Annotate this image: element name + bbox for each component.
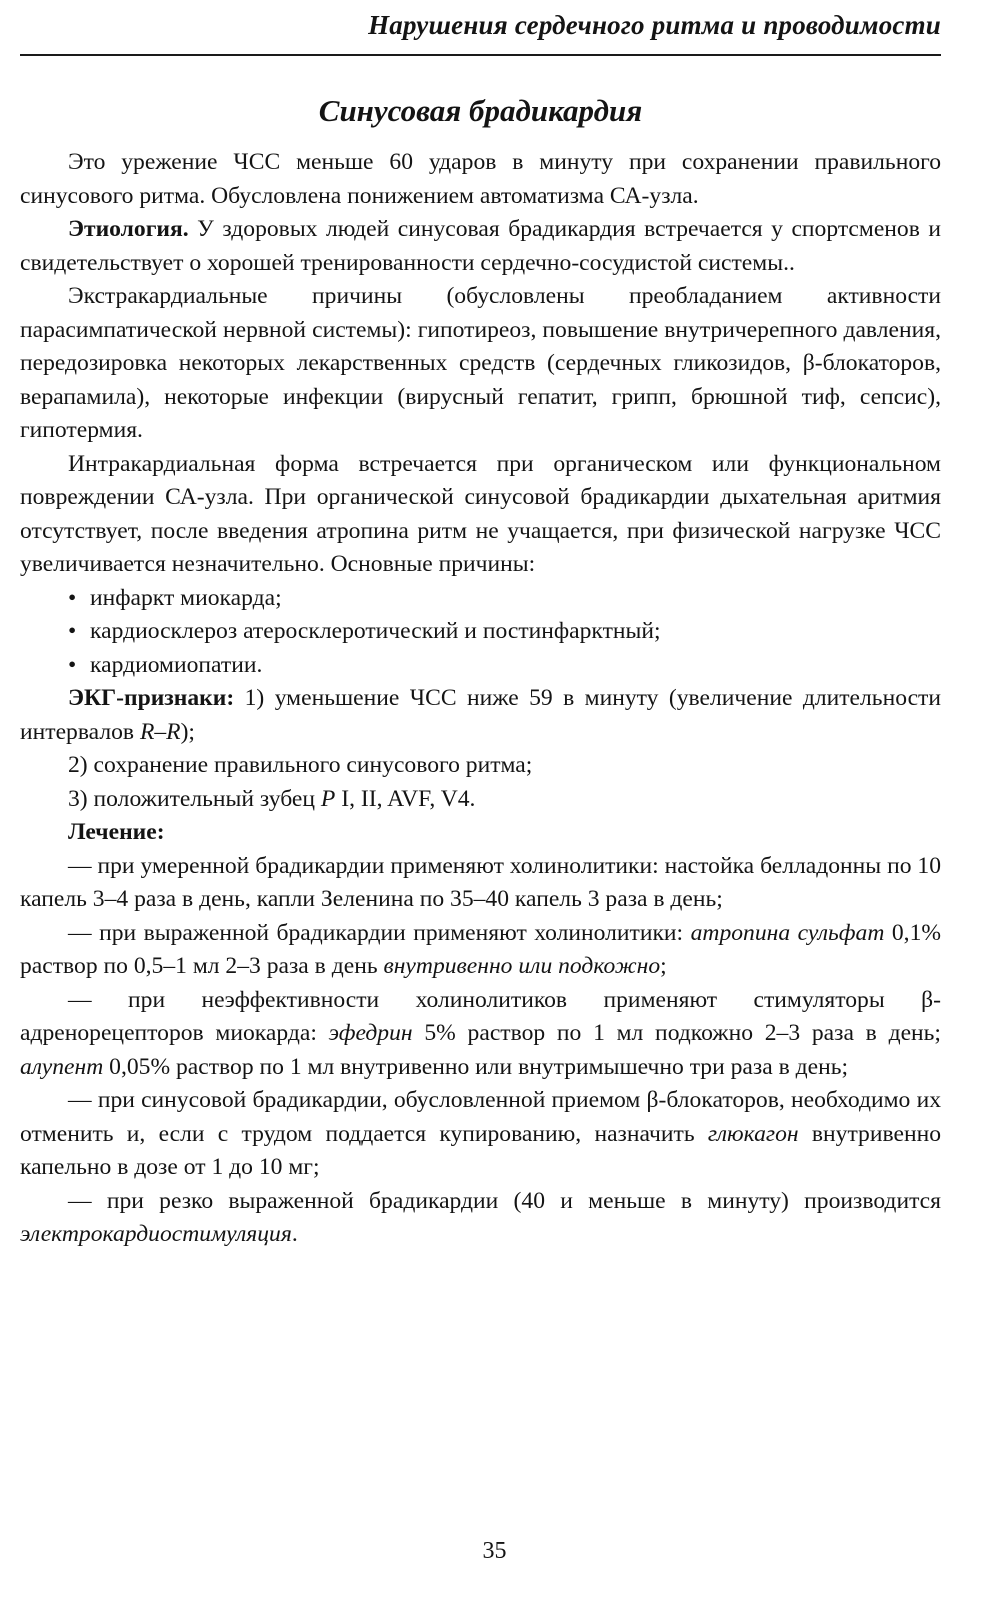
- header-rule: [20, 54, 941, 56]
- ecg-sign-2: 2) сохранение правильного синусового ритма;: [68, 752, 533, 778]
- drug-ephedrine: эфедрин: [328, 1020, 413, 1046]
- definition-paragraph: Это урежение ЧСС меньше 60 ударов в минуту при сохранении правильного синусового ритма. Обусловлена понижением автоматизма СА-узла.: [20, 149, 941, 209]
- route-iv-sc: внутривенно или подкожно: [383, 953, 661, 979]
- section-body: [20, 146, 941, 1252]
- list-item: • кардиомиопатии.: [68, 649, 941, 683]
- extracardial-paragraph: Экстракардиальные причины (обусловлены преобладанием активности парасимпатической нервной системы): гипотиреоз, повышение внутричерепного давления, передозировка некоторых лекарственных средств (сердечных гликозидов, β-блокаторов, верапамила), некоторые инфекции (вирусный гепатит, грипп, брюшной тиф, сепсис), гипотермия.: [20, 283, 941, 443]
- page-number: 35: [482, 1538, 507, 1564]
- treatment-2-mid: 0,1% раствор по 0,5–1 мл 2–3 раза в день: [20, 919, 942, 979]
- treatment-2-pre: — при выраженной брадикардии применяют холинолитики:: [68, 919, 691, 946]
- running-head: Нарушения сердечного ритма и проводимости: [368, 10, 941, 40]
- treatment-item-4: [20, 1084, 941, 1185]
- treatment-3-mid: 5% раствор по 1 мл подкожно 2–3 раза в день;: [412, 1020, 941, 1046]
- treatment-4-pre: — при синусовой брадикардии, обусловленной приемом β-блокаторов, необходимо их отменить и, если с трудом поддается купированию, назначить: [20, 1087, 941, 1147]
- treatment-item-1: — при умеренной брадикардии применяют холинолитики: настойка белладонны по 10 капель 3–4 раза в день, капли Зеленина по 35–40 капель 3 раза в день;: [20, 852, 941, 912]
- ecg-sign-1-end: );: [180, 718, 195, 745]
- list-item: • кардиосклероз атеросклеротический и постинфарктный;: [68, 615, 941, 649]
- ecg-sign-3-pre: 3) положительный зубец: [68, 785, 321, 812]
- treatment-item-3: [20, 984, 941, 1085]
- etiology-text: У здоровых людей синусовая брадикардия встречается у спортсменов и свидетельствует о хорошей тренированности сердечно-сосудистой системы..: [20, 216, 941, 276]
- drug-atropine: атропина сульфат: [690, 919, 885, 946]
- treatment-heading: [20, 816, 941, 850]
- etiology-paragraph: [20, 213, 941, 280]
- ecg-sign-3-leads: I, II, AVF, V4.: [335, 785, 476, 812]
- section-title: Синусовая брадикардия: [318, 93, 643, 128]
- treatment-label: Лечение:: [68, 819, 165, 845]
- procedure-pacing: электрокардиостимуляция: [20, 1221, 292, 1247]
- drug-alupent: алупент: [20, 1053, 104, 1080]
- ecg-sign-1: 1) уменьшение ЧСС ниже 59 в минуту (увеличение длительности интервалов: [20, 685, 941, 745]
- treatment-5-pre: — при резко выраженной брадикардии (40 и меньше в минуту) производится: [68, 1187, 941, 1214]
- p-wave: P: [320, 785, 336, 812]
- treatment-5-end: .: [291, 1221, 298, 1247]
- rr-interval: R–R: [139, 718, 181, 745]
- treatment-item-2: [20, 917, 941, 984]
- ecg-signs-paragraph: [20, 682, 941, 749]
- ecg-label: ЭКГ-признаки:: [68, 685, 235, 711]
- etiology-label: Этиология.: [68, 216, 189, 242]
- treatment-3-end: 0,05% раствор по 1 мл внутривенно или внутримышечно три раза в день;: [103, 1053, 849, 1080]
- treatment-3-pre: — при неэффективности холинолитиков применяют стимуляторы β-адренорецепторов миокарда:: [20, 986, 941, 1046]
- treatment-4-end: внутривенно капельно в дозе от 1 до 10 мг;: [20, 1120, 941, 1180]
- intracardial-paragraph: Интракардиальная форма встречается при органическом или функциональном повреждении СА-узла. При органической синусовой брадикардии дыхательная аритмия отсутствует, после введения атропина ритм не учащается, при физической нагрузке ЧСС увеличивается незначительно. Основные причины:: [20, 450, 941, 577]
- ecg-sign-3: [20, 783, 941, 817]
- drug-glucagon: глюкагон: [707, 1120, 799, 1147]
- treatment-item-5: [20, 1185, 941, 1252]
- causes-list: [20, 582, 941, 683]
- treatment-2-end: ;: [660, 953, 667, 979]
- list-item: • инфаркт миокарда;: [68, 582, 941, 616]
